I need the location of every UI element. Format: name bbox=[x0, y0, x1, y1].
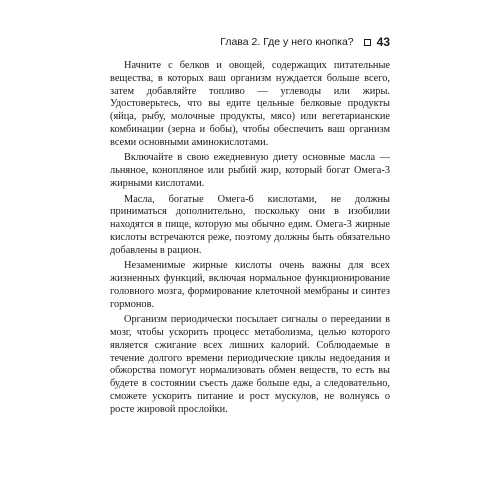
page-number: 43 bbox=[376, 35, 390, 49]
square-icon bbox=[364, 39, 371, 46]
paragraph: Включайте в свою ежедневную диету основные масла — льняное, конопляное или рыбий жир, который богат Омега-3 жирными кислотами. bbox=[110, 152, 390, 189]
paragraph: Незаменимые жирные кислоты очень важны для всех жизненных функций, включая нормальное функционирование головного мозга, формирование клеточной мембраны и синтез гормонов. bbox=[110, 260, 390, 310]
body-text bbox=[110, 60, 390, 419]
chapter-title: Глава 2. Где у него кнопка? bbox=[220, 36, 354, 48]
paragraph: Начните с белков и овощей, содержащих питательные вещества, в которых ваш организм нуждается больше всего, затем добавляйте топливо — углеводы или жиры. Удостоверьтесь, что вы едите цельные белковые продукты (яйца, рыбу, молочные продукты, мясо) или вегетарианские комбинации (зерна и бобы), чтобы обеспечить ваш организм всеми основными аминокислотами. bbox=[110, 60, 390, 148]
running-header bbox=[110, 34, 390, 50]
paragraph: Масла, богатые Омега-6 кислотами, не должны приниматься дополнительно, поскольку они в изобилии находятся в пище, которую мы обычно едим. Омега-3 жирные кислоты встречаются реже, поэтому должны быть обязательно добавлены в рацион. bbox=[110, 193, 390, 256]
paragraph: Организм периодически посылает сигналы о переедании в мозг, чтобы ускорить процесс метаболизма, целью которого является сжигание всех лишних калорий. Соблюдаемые в течение долгого времени периодические циклы недоедания и обжорства помогут нормализовать обмен веществ, то есть вы будете в состоянии съесть даже больше еды, а следовательно, сможете ускорить питание и рост мускулов, не волнуясь о росте жировой прослойки. bbox=[110, 314, 390, 415]
